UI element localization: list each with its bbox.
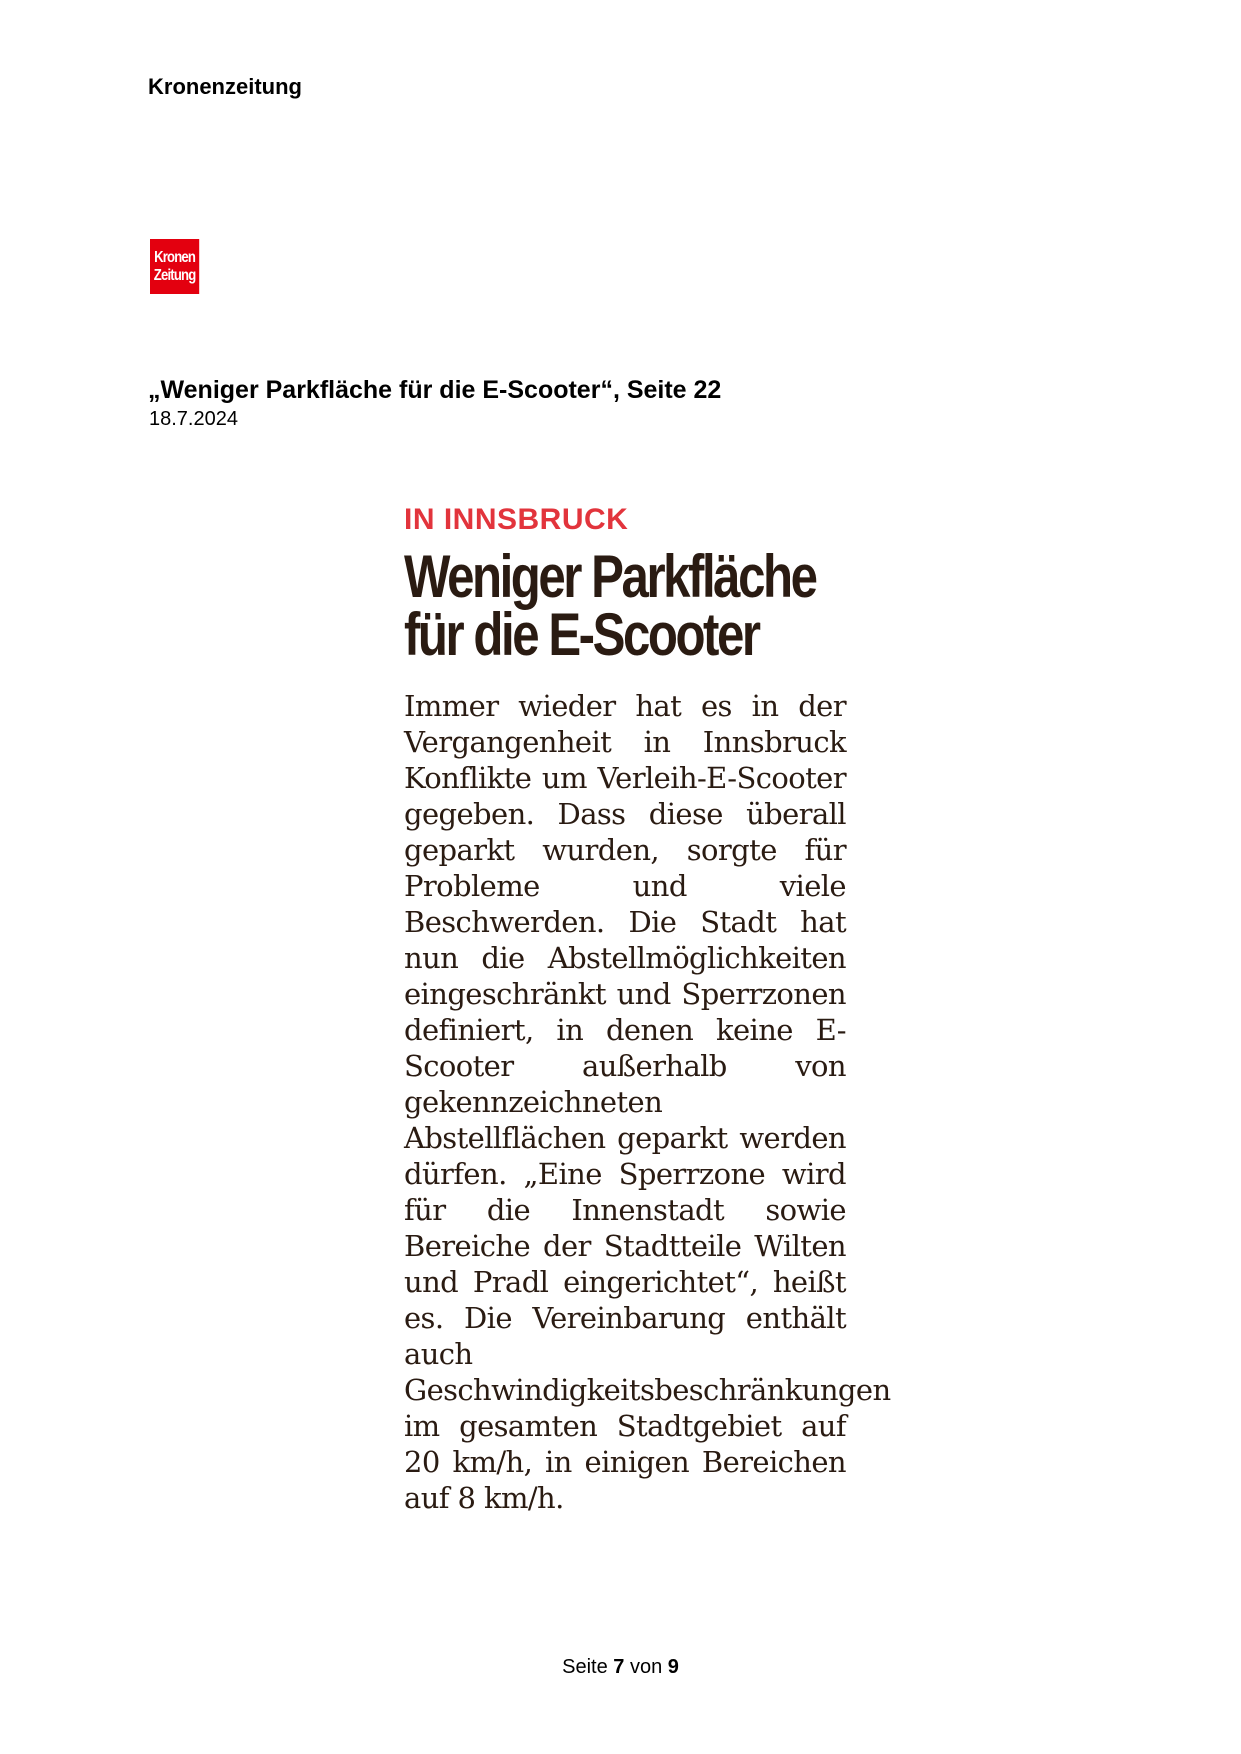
logo-line-2: Zeitung	[153, 266, 196, 284]
of-label: von	[629, 1656, 663, 1678]
page-label: Seite	[562, 1656, 608, 1678]
page-footer	[0, 1656, 1241, 1679]
page-current: 7	[613, 1656, 625, 1678]
headline-line-1: Weniger Parkfläche	[404, 543, 816, 610]
logo-line-1: Kronen	[154, 248, 196, 266]
article-headline	[404, 543, 847, 668]
article-body: Immer wieder hat es in der Vergangenheit in Innsbruck Konflikte um Verleih-E-Scooter gegeben. Dass diese überall geparkt wurden, sorgte für Probleme und viele Beschwerden. Die Stadt hat nun die Abstellmöglichkeiten eingeschränkt und Sperrzonen definiert, in denen keine E-Scooter außerhalb von gekennzeichneten Abstellflächen geparkt werden dürfen. „Eine Sperrzone wird für die Innenstadt sowie Bereiche der Stadtteile Wilten und Pradl eingerichtet“, heißt es. Die Vereinbarung enthält auch Geschwindigkeitsbeschränkungen im gesamten Stadtgebiet auf 20 km/h, in einigen Bereichen auf 8 km/h.	[404, 689, 891, 1515]
page-total: 9	[667, 1656, 679, 1678]
kronen-zeitung-logo	[150, 239, 199, 294]
article-kicker: IN INNSBRUCK	[404, 503, 629, 536]
article-clipping	[404, 500, 891, 1516]
headline-line-2: für die E-Scooter	[404, 601, 759, 668]
clipping-title: „Weniger Parkfläche für die E-Scooter“, Seite 22	[148, 376, 722, 404]
publication-name: Kronenzeitung	[148, 74, 302, 99]
clipping-date: 18.7.2024	[149, 408, 238, 430]
